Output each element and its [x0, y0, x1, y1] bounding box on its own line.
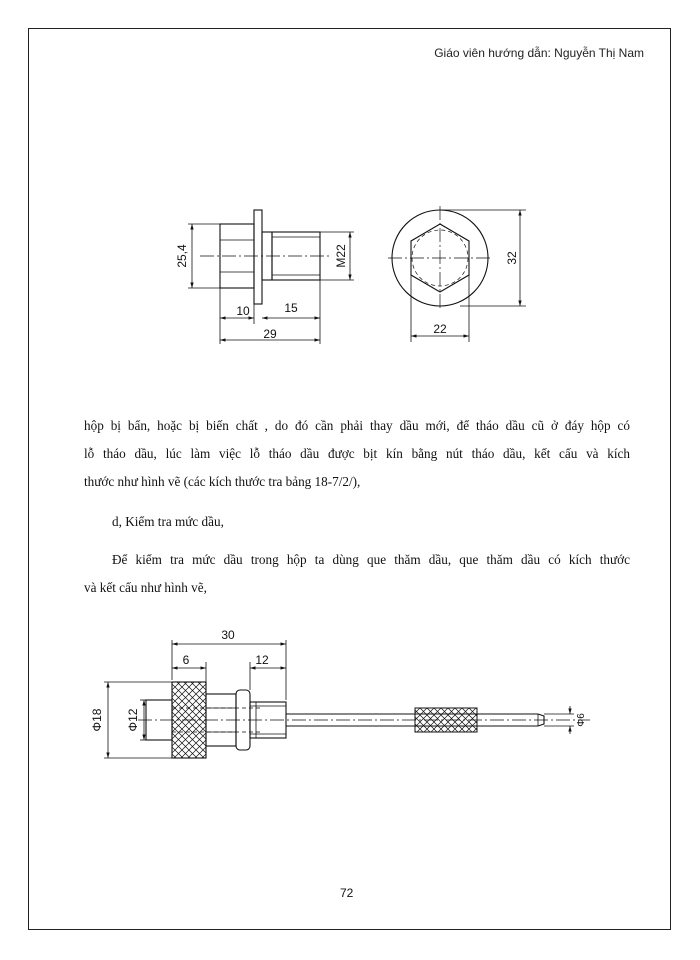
dim-phi12: Φ12 [126, 708, 140, 732]
dipstick-dimensions [90, 628, 587, 758]
dim-m22: M22 [334, 244, 348, 268]
subheading-oil-check: d, Kiểm tra mức dầu, [112, 514, 224, 529]
dipstick-drawing [0, 610, 700, 810]
drain-plug-drawing [0, 0, 700, 400]
text-line: và kết cấu như hình vẽ, [84, 580, 207, 595]
instructor-header: Giáo viên hướng dẫn: Nguyễn Thị Nam [434, 46, 644, 60]
paragraph-drain [84, 412, 630, 496]
dim-32: 32 [505, 251, 519, 265]
paragraph-dipstick [84, 546, 630, 602]
page-number: 72 [340, 886, 354, 900]
plug-side-view [175, 210, 354, 344]
dim-phi6: Φ6 [576, 713, 587, 727]
dim-29: 29 [263, 327, 277, 341]
dim-12: 12 [255, 653, 269, 667]
text-line: Để kiểm tra mức dầu trong hộp ta dùng que thăm dầu, que thăm dầu có kích thước [112, 552, 630, 567]
dim-10: 10 [236, 304, 250, 318]
text-line: hộp bị bẩn, hoặc bị biến chất , do đó cần phải thay dầu mới, để tháo dầu cũ ở đáy hộp có [84, 418, 630, 433]
dim-15: 15 [284, 301, 298, 315]
dipstick-body [138, 682, 590, 758]
plug-end-view [388, 206, 526, 342]
dim-22: 22 [433, 322, 447, 336]
text-line: thước như hình vẽ (các kích thước tra bảng 18-7/2/), [84, 474, 361, 489]
dim-30: 30 [221, 628, 235, 642]
text-line: lỗ tháo dầu, lúc làm việc lỗ tháo dầu được bịt kín bằng nút tháo dầu, kết cấu và kích [84, 446, 630, 461]
dim-6: 6 [182, 653, 190, 667]
dim-phi18: Φ18 [90, 708, 104, 732]
dim-25-4: 25,4 [175, 244, 189, 268]
